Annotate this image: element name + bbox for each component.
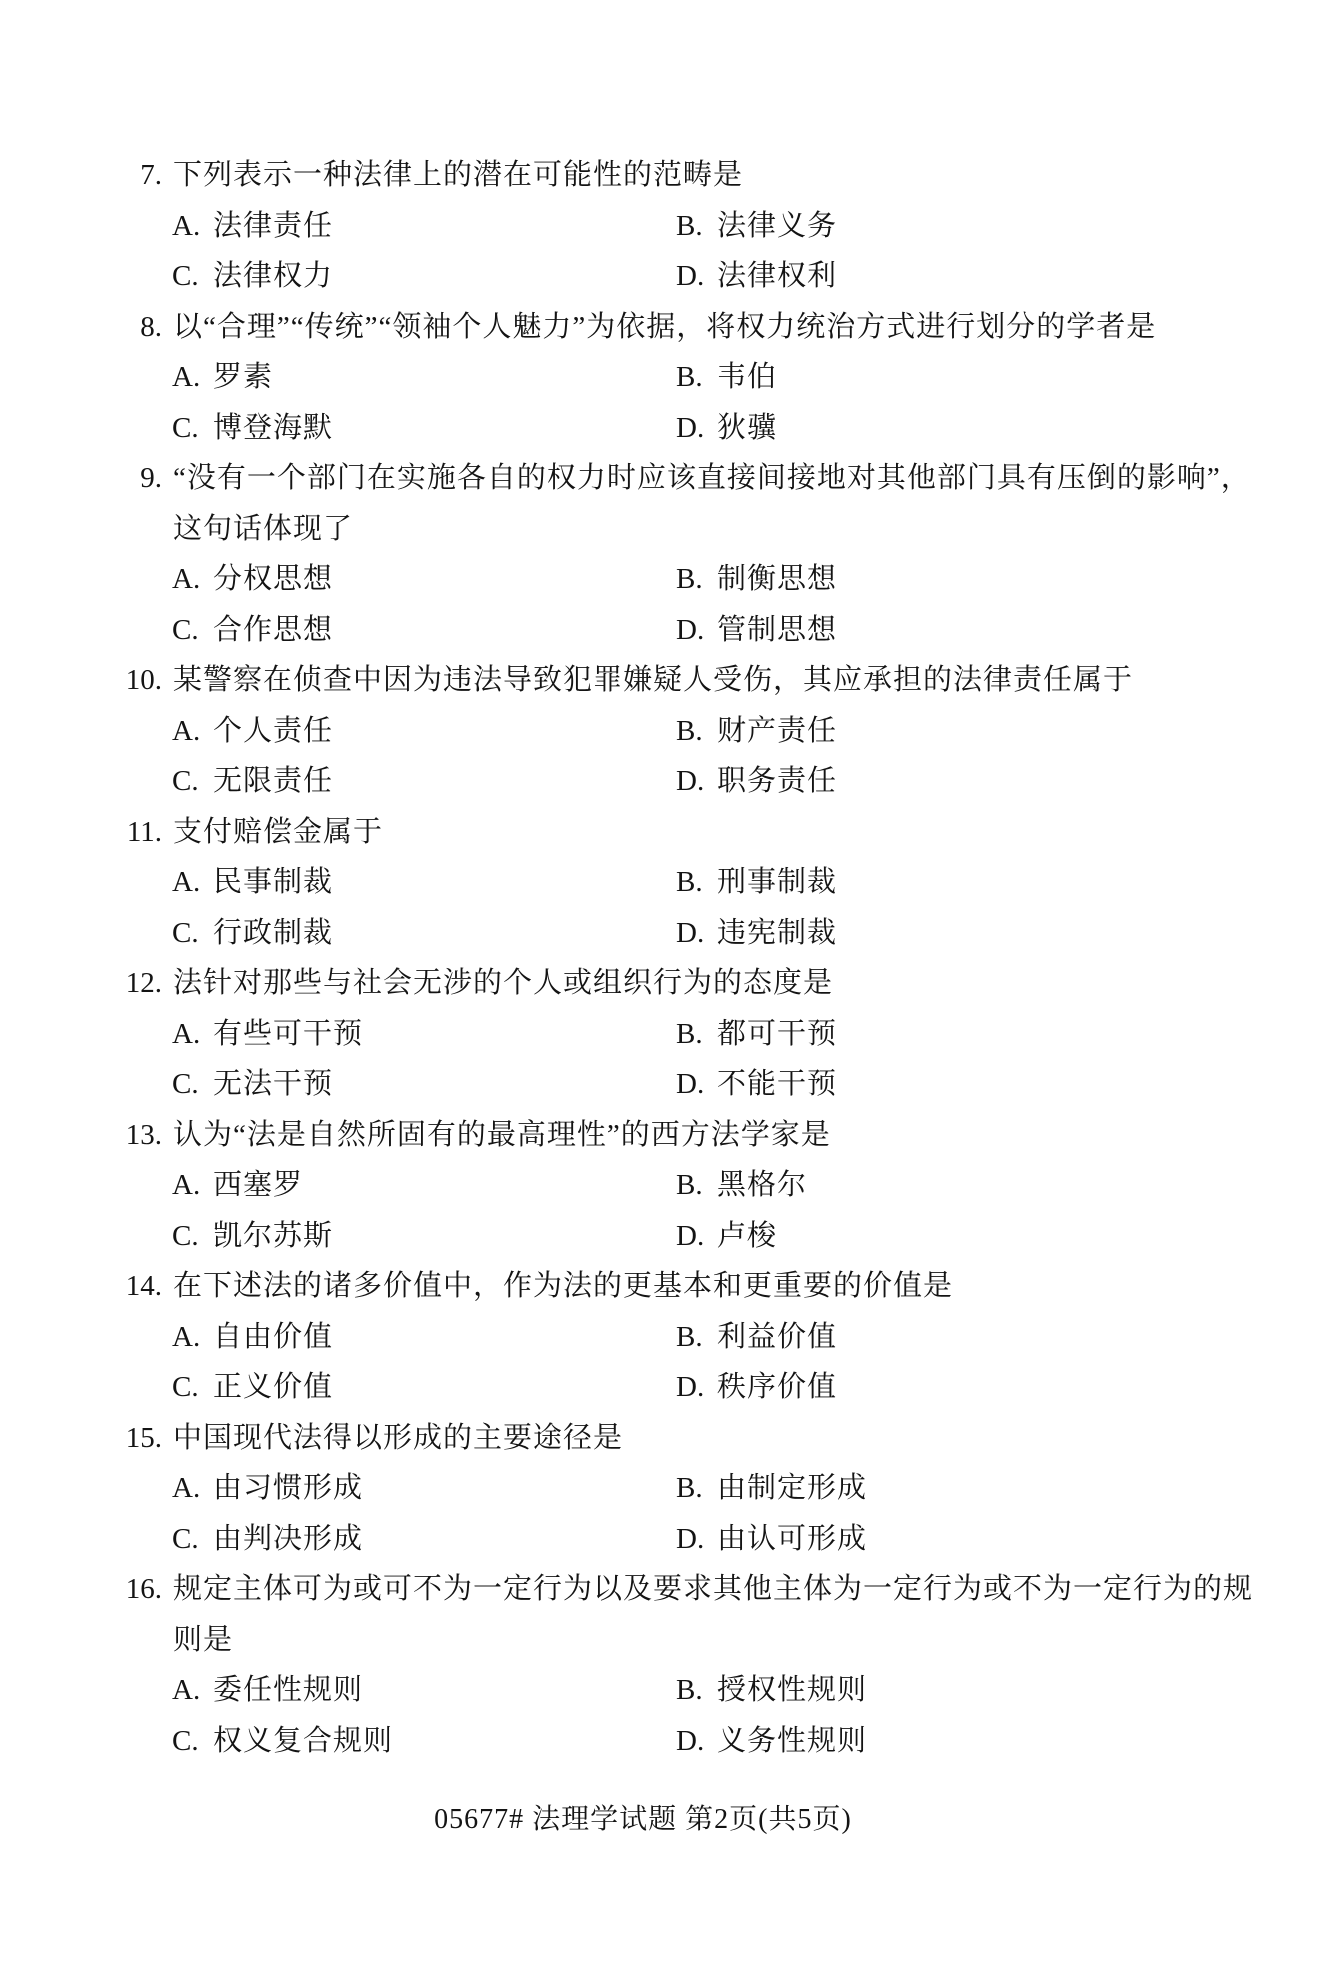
question-stem-line: [0, 655, 1326, 706]
question-stem-text: 在下述法的诸多价值中，作为法的更基本和更重要的价值是: [173, 1270, 954, 1302]
option-text: 由习惯形成: [213, 1472, 364, 1504]
question-stem-text: 某警察在侦查中因为违法导致犯罪嫌疑人受伤，其应承担的法律责任属于: [173, 664, 1134, 696]
option: [172, 1362, 333, 1413]
question-number: 15.: [125, 1421, 162, 1454]
question-number: 8.: [140, 310, 162, 343]
option-label: C.: [172, 1724, 199, 1757]
option: [172, 1665, 363, 1716]
options-row: [0, 1463, 1326, 1514]
option: [676, 352, 777, 403]
option-label: A.: [172, 563, 201, 595]
option: [676, 1362, 837, 1413]
option-text: 利益价值: [717, 1320, 838, 1353]
option-text: 博登海默: [213, 411, 334, 444]
option-text: 秩序价值: [717, 1371, 838, 1403]
option-text: 行政制裁: [213, 916, 334, 949]
option-text: 黑格尔: [717, 1169, 808, 1201]
question-stem-line: [0, 1564, 1326, 1615]
option-label: D.: [676, 411, 705, 444]
option: [676, 554, 837, 605]
option-label: C.: [172, 613, 199, 646]
option: [172, 403, 333, 454]
options-row: [0, 352, 1326, 403]
question-block: [0, 453, 1326, 655]
question-stem-line: [0, 1615, 1326, 1666]
question-stem-line: [0, 302, 1326, 353]
option: [676, 1514, 867, 1565]
question-stem-line: [0, 1413, 1326, 1464]
option-text: 违宪制裁: [717, 916, 838, 949]
question-stem-text: 认为“法是自然所固有的最高理性”的西方法学家是: [173, 1118, 831, 1151]
option-text: 个人责任: [213, 714, 334, 747]
option: [172, 908, 333, 959]
option-label: B.: [676, 1674, 703, 1706]
option-label: D.: [676, 1068, 705, 1100]
option-label: C.: [172, 1522, 199, 1555]
option-label: A.: [172, 1017, 201, 1050]
option: [172, 1716, 393, 1767]
option-text: 刑事制裁: [717, 866, 838, 898]
options-row: [0, 403, 1326, 454]
option-label: A.: [172, 866, 201, 898]
options-row: [0, 756, 1326, 807]
option: [676, 706, 837, 757]
options-row: [0, 1514, 1326, 1565]
question-stem-text: “没有一个部门在实施各自的权力时应该直接间接地对其他部门具有压倒的影响”，: [173, 462, 1251, 494]
question-block: [0, 807, 1326, 959]
option: [676, 756, 837, 807]
question-block: [0, 1110, 1326, 1262]
option-text: 无限责任: [213, 765, 334, 797]
option: [172, 857, 333, 908]
question-stem-text: 法针对那些与社会无涉的个人或组织行为的态度是: [173, 967, 834, 999]
option: [172, 1059, 333, 1110]
option-text: 制衡思想: [717, 563, 838, 595]
option-text: 分权思想: [213, 563, 334, 595]
option-label: D.: [676, 613, 705, 646]
option-label: B.: [676, 361, 703, 393]
option-text: 由判决形成: [213, 1522, 364, 1555]
option: [172, 1514, 363, 1565]
question-number: 7.: [140, 159, 162, 191]
question-block: [0, 150, 1326, 302]
question-number: 13.: [125, 1118, 162, 1151]
question-number: 12.: [125, 967, 162, 999]
option-label: B.: [676, 714, 703, 747]
option: [676, 857, 837, 908]
options-row: [0, 1160, 1326, 1211]
option: [676, 1716, 867, 1767]
option-label: D.: [676, 1219, 705, 1252]
option-label: A.: [172, 1169, 201, 1201]
question-block: [0, 655, 1326, 807]
option: [676, 605, 837, 656]
option-text: 罗素: [213, 361, 274, 393]
options-row: [0, 706, 1326, 757]
option-text: 民事制裁: [213, 866, 334, 898]
option: [676, 1665, 867, 1716]
questions-area: [0, 150, 1326, 1766]
option-text: 权义复合规则: [213, 1724, 394, 1757]
question-block: [0, 1564, 1326, 1766]
option: [676, 251, 837, 302]
options-row: [0, 908, 1326, 959]
option-text: 委任性规则: [213, 1674, 364, 1706]
option: [676, 1059, 837, 1110]
option: [676, 1211, 777, 1262]
option-text: 自由价值: [213, 1320, 334, 1353]
question-number: 16.: [125, 1573, 162, 1605]
options-row: [0, 1362, 1326, 1413]
options-row: [0, 554, 1326, 605]
option-text: 西塞罗: [213, 1169, 304, 1201]
options-row: [0, 605, 1326, 656]
option-text: 法律责任: [213, 209, 334, 242]
option-text: 韦伯: [717, 361, 778, 393]
option-text: 职务责任: [717, 765, 838, 797]
option-text: 有些可干预: [213, 1017, 364, 1050]
option: [172, 251, 333, 302]
option-text: 凯尔苏斯: [213, 1219, 334, 1252]
option: [676, 908, 837, 959]
option-label: A.: [172, 1320, 201, 1353]
option: [172, 1463, 363, 1514]
option-label: A.: [172, 714, 201, 747]
option-label: B.: [676, 209, 703, 242]
question-stem-line: [0, 453, 1326, 504]
options-row: [0, 1211, 1326, 1262]
option-label: B.: [676, 1017, 703, 1050]
option: [676, 1463, 867, 1514]
option-label: D.: [676, 1724, 705, 1757]
option: [172, 1009, 363, 1060]
question-stem-line: [0, 504, 1326, 555]
option: [676, 403, 777, 454]
option-label: A.: [172, 209, 201, 242]
option-text: 法律权力: [213, 260, 334, 292]
option-label: B.: [676, 1320, 703, 1353]
question-stem-line: [0, 1110, 1326, 1161]
option-text: 卢梭: [717, 1219, 778, 1252]
options-row: [0, 201, 1326, 252]
options-row: [0, 1059, 1326, 1110]
option-text: 法律权利: [717, 260, 838, 292]
question-number: 11.: [126, 815, 162, 848]
option: [172, 1160, 303, 1211]
option-label: C.: [172, 765, 199, 797]
question-number: 10.: [125, 664, 162, 696]
option-label: B.: [676, 1169, 703, 1201]
option-label: B.: [676, 563, 703, 595]
option-label: C.: [172, 1371, 199, 1403]
options-row: [0, 1312, 1326, 1363]
options-row: [0, 1009, 1326, 1060]
question-stem-text: 中国现代法得以形成的主要途径是: [173, 1421, 624, 1454]
option-text: 财产责任: [717, 714, 838, 747]
option: [172, 605, 333, 656]
option-text: 管制思想: [717, 613, 838, 646]
option-label: C.: [172, 1219, 199, 1252]
option-label: D.: [676, 260, 705, 292]
option-text: 由认可形成: [717, 1522, 868, 1555]
question-stem-text: 规定主体可为或可不为一定行为以及要求其他主体为一定行为或不为一定行为的规: [173, 1573, 1254, 1605]
option-label: C.: [172, 260, 199, 292]
option-label: C.: [172, 411, 199, 444]
options-row: [0, 857, 1326, 908]
option: [676, 1160, 807, 1211]
option-label: D.: [676, 1522, 705, 1555]
question-block: [0, 302, 1326, 454]
question-stem-text: 则是: [173, 1623, 234, 1656]
option-text: 由制定形成: [717, 1472, 868, 1504]
question-stem-line: [0, 807, 1326, 858]
option: [172, 706, 333, 757]
option-label: D.: [676, 765, 705, 797]
option: [172, 201, 333, 252]
options-row: [0, 251, 1326, 302]
question-number: 9.: [140, 462, 162, 494]
option-label: B.: [676, 1472, 703, 1504]
option-label: D.: [676, 916, 705, 949]
question-stem-line: [0, 150, 1326, 201]
option-text: 合作思想: [213, 613, 334, 646]
option-text: 义务性规则: [717, 1724, 868, 1757]
option: [172, 352, 273, 403]
question-stem-text: 这句话体现了: [173, 512, 354, 545]
question-block: [0, 1413, 1326, 1565]
option-text: 法律义务: [717, 209, 838, 242]
option-label: B.: [676, 866, 703, 898]
page-footer-text: 05677# 法理学试题 第2页(共5页): [434, 1804, 852, 1835]
option-label: A.: [172, 361, 201, 393]
option-text: 正义价值: [213, 1371, 334, 1403]
option-label: C.: [172, 1068, 199, 1100]
option-label: C.: [172, 916, 199, 949]
question-block: [0, 958, 1326, 1110]
option: [676, 1009, 837, 1060]
option-label: D.: [676, 1371, 705, 1403]
option-text: 狄骥: [717, 411, 778, 444]
option: [172, 554, 333, 605]
question-stem-line: [0, 1261, 1326, 1312]
page-footer: [0, 1800, 1326, 1840]
options-row: [0, 1665, 1326, 1716]
option: [172, 1312, 333, 1363]
option: [676, 1312, 837, 1363]
option-text: 不能干预: [717, 1068, 838, 1100]
option-text: 无法干预: [213, 1068, 334, 1100]
option-label: A.: [172, 1472, 201, 1504]
question-stem-line: [0, 958, 1326, 1009]
question-stem-text: 下列表示一种法律上的潜在可能性的范畴是: [173, 159, 744, 191]
question-number: 14.: [125, 1270, 162, 1302]
question-block: [0, 1261, 1326, 1413]
option-text: 都可干预: [717, 1017, 838, 1050]
option-text: 授权性规则: [717, 1674, 868, 1706]
option: [172, 756, 333, 807]
option: [676, 201, 837, 252]
option: [172, 1211, 333, 1262]
options-row: [0, 1716, 1326, 1767]
question-stem-text: 以“合理”“传统”“领袖个人魅力”为依据，将权力统治方式进行划分的学者是: [173, 310, 1157, 343]
option-label: A.: [172, 1674, 201, 1706]
question-stem-text: 支付赔偿金属于: [173, 815, 384, 848]
